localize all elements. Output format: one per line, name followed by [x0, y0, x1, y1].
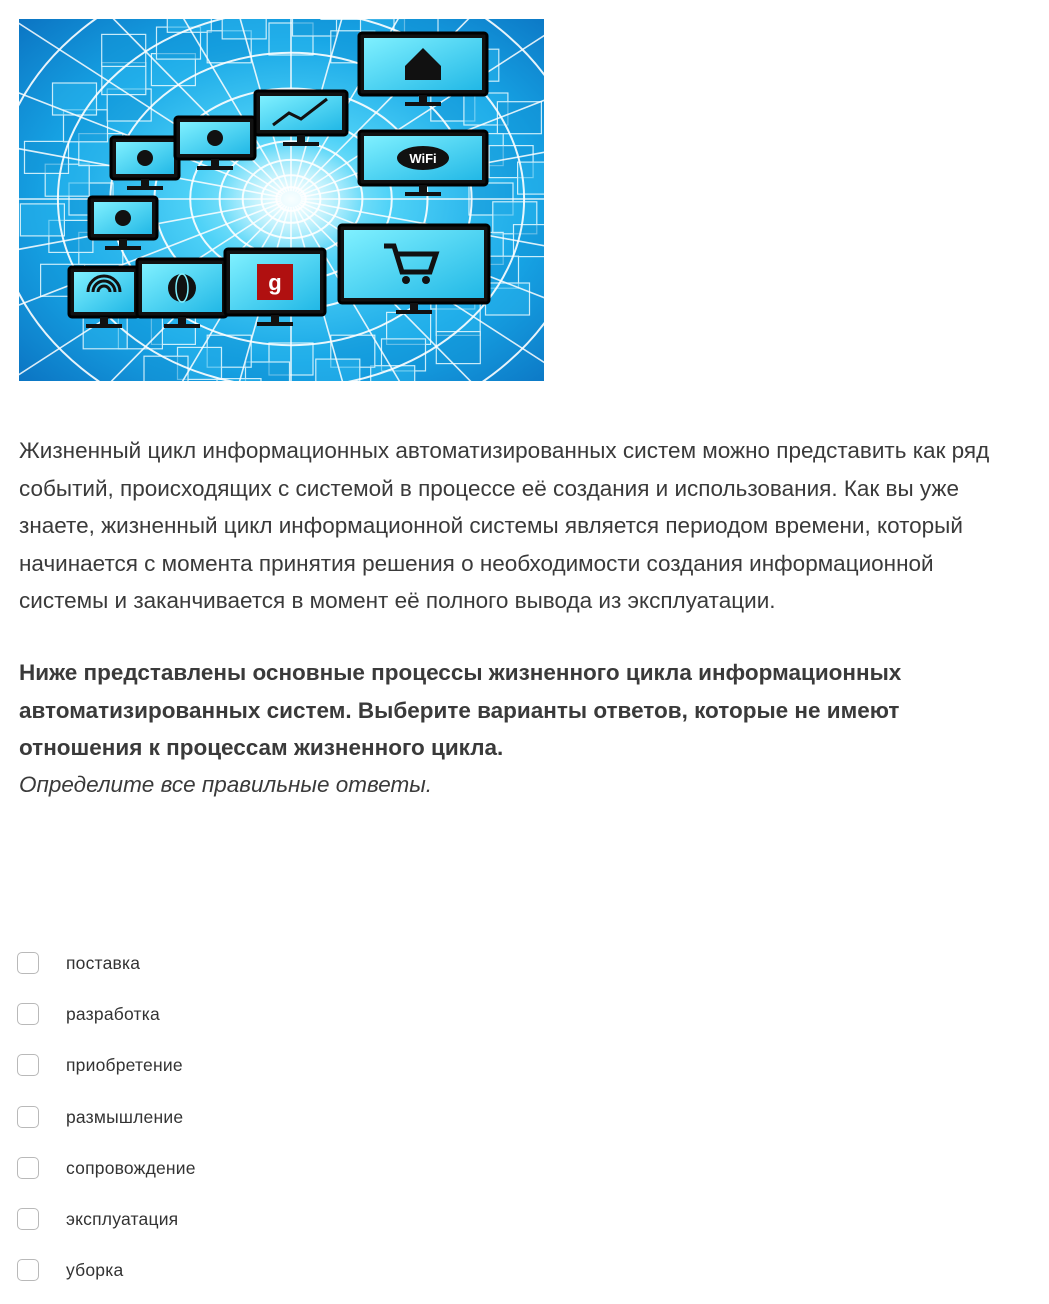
option-label: размышление [66, 1100, 183, 1134]
answer-option[interactable] [17, 997, 617, 1048]
option-label: сопровождение [66, 1151, 196, 1185]
checkbox[interactable] [17, 1003, 39, 1025]
answer-option[interactable] [17, 1151, 617, 1202]
google-plus-icon [225, 249, 325, 326]
globe-icon [137, 259, 227, 328]
checkbox[interactable] [17, 1157, 39, 1179]
shopping-cart-icon [339, 225, 489, 314]
answer-option[interactable] [17, 1253, 617, 1304]
monitors-tunnel-illustration [19, 19, 544, 381]
answer-option[interactable] [17, 1202, 617, 1253]
hero-image [19, 19, 544, 381]
home-icon [359, 33, 487, 106]
answer-option[interactable] [17, 1100, 617, 1151]
answer-option[interactable] [17, 946, 617, 997]
option-label: приобретение [66, 1048, 183, 1082]
answer-hint: Определите все правильные ответы. [19, 766, 1029, 804]
wifi-logo-icon [359, 131, 487, 196]
option-label: эксплуатация [66, 1202, 178, 1236]
svg-text:g: g [268, 270, 281, 295]
svg-text:WiFi: WiFi [409, 151, 436, 166]
option-label: разработка [66, 997, 160, 1031]
checkbox[interactable] [17, 952, 39, 974]
intro-paragraph: Жизненный цикл информационных автоматизированных систем можно представить как ряд событий, происходящих с системой в процессе её создания и использования. Как вы уже знаете, жизненный цикл информационной системы является периодом времени, который начинается с момента принятия решения о необходимости создания информационной системы и заканчивается в момент её полного вывода из эксплуатации. [19, 432, 1029, 620]
answer-option[interactable] [17, 1048, 617, 1099]
checkbox[interactable] [17, 1106, 39, 1128]
option-label: уборка [66, 1253, 123, 1287]
checkbox[interactable] [17, 1208, 39, 1230]
checkbox[interactable] [17, 1259, 39, 1281]
checkbox[interactable] [17, 1054, 39, 1076]
option-label: поставка [66, 946, 140, 980]
question-text: Ниже представлены основные процессы жизненного цикла информационных автоматизированных систем. Выберите варианты ответов, которые не имеют отношения к процессам жизненного цикла. [19, 654, 1029, 767]
answer-options-list [17, 946, 617, 1304]
